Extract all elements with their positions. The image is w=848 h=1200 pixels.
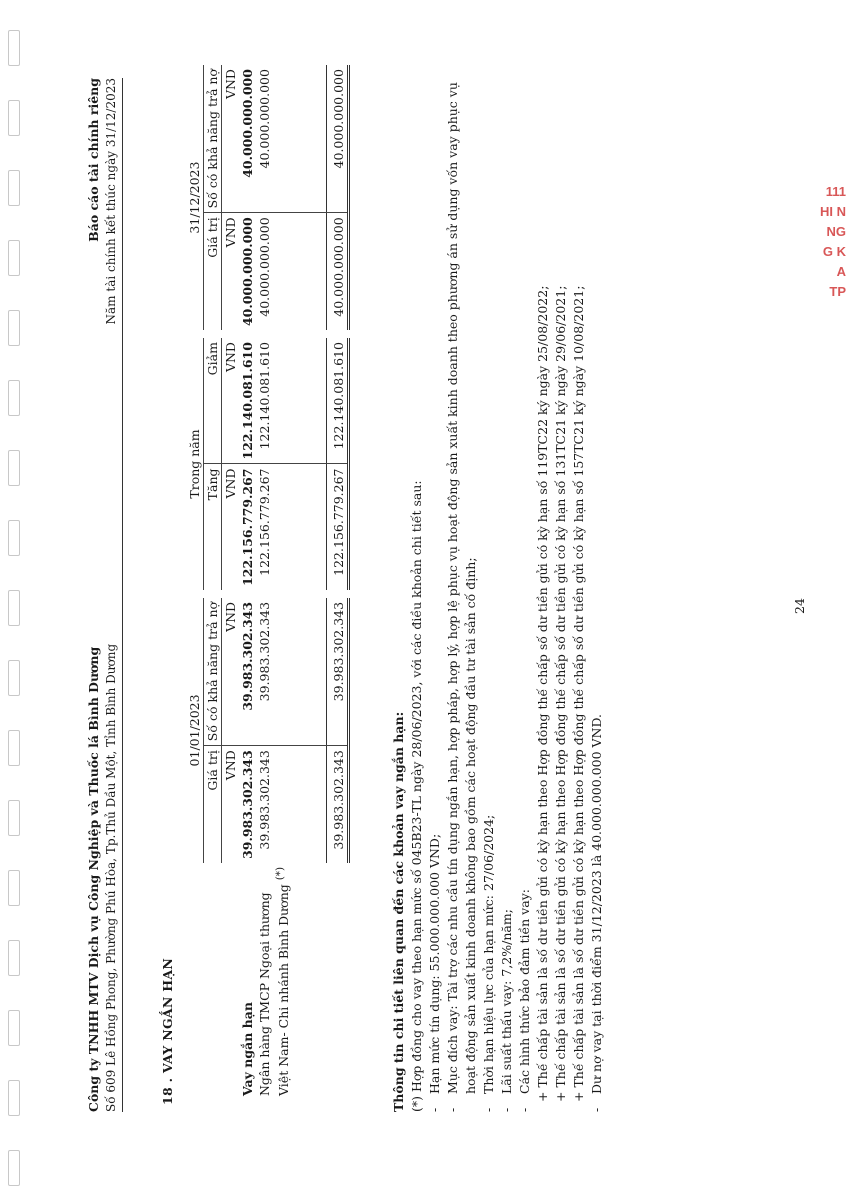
- period-open: 01/01/2023: [186, 598, 204, 863]
- collateral-item: + Thế chấp tài sản là số dư tiền gửi có kỳ hạn theo Hợp đồng thế chấp số dư tiền gửi có kỳ hạn số 157TC21 ký ngày 10/08/2021;: [571, 285, 586, 1102]
- total-value: 39.983.302.343: [326, 746, 348, 863]
- col-value: Giá trị: [204, 746, 222, 863]
- period-year: Trong năm: [186, 338, 204, 590]
- cell-value: 40.000.000.000: [256, 65, 273, 213]
- cell-value: 122.140.081.610: [256, 338, 273, 464]
- short-term-loan-table: [186, 65, 350, 1100]
- cell-value: 122.156.779.267: [240, 468, 255, 586]
- table-header-units: [222, 65, 240, 1100]
- col-repay: Số có khả năng trả nợ: [204, 65, 222, 213]
- table-row: [273, 65, 292, 1100]
- cell-value: 39.983.302.343: [257, 750, 272, 850]
- cell-value: 40.000.000.000: [239, 65, 256, 213]
- table-total-row: [326, 65, 348, 1100]
- cell-value: 39.983.302.343: [256, 598, 273, 746]
- note-text: Lãi suất thấu vay: 7,2%/năm;: [499, 909, 514, 1094]
- cell-value: 39.983.302.343: [239, 598, 256, 746]
- cell-value: 40.000.000.000: [257, 217, 272, 317]
- list-item: [426, 72, 444, 1112]
- report-period: Năm tài chính kết thúc ngày 31/12/2023: [104, 78, 118, 325]
- report-title: Báo cáo tài chính riêng: [86, 78, 101, 242]
- note-text: Mục đích vay: Tài trợ các nhu cầu tín dụng ngắn hạn, hợp pháp, hợp lý, hợp lệ phục vụ hoạt động sản xuất kinh doanh theo phương án sử dụng vốn vay phục vụ hoạt động sản xuất kinh doanh không bao gồm các hoạt động đầu tư tài sản cố định;: [445, 82, 478, 1094]
- company-name: Công ty TNHH MTV Dịch vụ Công Nghiệp và Thuốc lá Bình Dương: [86, 646, 101, 1112]
- stamp-line: HI N: [820, 204, 846, 219]
- stamp-line: NG: [826, 224, 846, 239]
- list-item: [588, 72, 606, 1112]
- col-increase: Tăng: [204, 464, 222, 590]
- unit: VND: [222, 338, 240, 464]
- unit: VND: [222, 598, 240, 746]
- collateral-item: + Thế chấp tài sản là số dư tiền gửi có kỳ hạn theo Hợp đồng thế chấp số dư tiền gửi có kỳ hạn số 131TC21 ký ngày 29/06/2021;: [553, 285, 568, 1102]
- company-address: Số 609 Lê Hồng Phong, Phường Phú Hòa, Tp.Thủ Dầu Một, Tỉnh Bình Dương: [104, 643, 118, 1112]
- bullet: -: [499, 1107, 514, 1112]
- bullet: -: [481, 1107, 496, 1112]
- note-text: Thời hạn hiệu lực của hạn mức: 27/06/2024;: [481, 814, 496, 1094]
- header-rule: [122, 78, 123, 1112]
- table-row: [256, 65, 273, 1100]
- loan-notes: [390, 72, 606, 1112]
- stamp-line: TP: [829, 284, 846, 299]
- unit: VND: [223, 217, 238, 248]
- table-header-period: [186, 65, 204, 1100]
- bullet: -: [589, 1107, 604, 1112]
- page-number: 24: [792, 598, 807, 614]
- table-header-columns: [204, 65, 222, 1100]
- row-label: Ngân hàng TMCP Ngoại thương: [257, 892, 272, 1096]
- stamp-line: A: [836, 264, 846, 279]
- list-item: [498, 72, 516, 1112]
- cell-value: 40.000.000.000: [240, 217, 255, 327]
- note-text: Các hình thức bảo đảm tiền vay:: [517, 889, 532, 1094]
- row-label: [273, 863, 292, 1100]
- unit: VND: [223, 468, 238, 499]
- total-value: 40.000.000.000: [326, 213, 348, 330]
- row-label-line2: Việt Nam- Chi nhánh Bình Dương: [276, 884, 292, 1096]
- bullet: -: [445, 1107, 460, 1112]
- cell-value: 122.140.081.610: [239, 338, 256, 464]
- table-row: [239, 65, 256, 1100]
- period-close: 31/12/2023: [186, 65, 204, 330]
- note-text: Dư nợ vay tại thời điểm 31/12/2023 là 40.000.000.000 VND.: [589, 713, 604, 1094]
- list-item: [444, 72, 480, 1112]
- cell-value: 39.983.302.343: [240, 750, 255, 859]
- collateral-item: + Thế chấp tài sản là số dư tiền gửi có kỳ hạn theo Hợp đồng thế chấp số dư tiền gửi có kỳ hạn số 119TC22 ký ngày 25/08/2022;: [535, 285, 550, 1102]
- bullet: -: [517, 1107, 532, 1112]
- unit: VND: [222, 65, 240, 213]
- notes-heading: Thông tin chi tiết liên quan đến các khoản vay ngắn hạn:: [391, 711, 406, 1112]
- list-item: [480, 72, 498, 1112]
- stamp-line: G K: [822, 244, 846, 259]
- col-decrease: Giảm: [204, 338, 222, 464]
- stamp-line: 111: [825, 184, 846, 199]
- total-value: 39.983.302.343: [326, 598, 348, 746]
- col-value: Giá trị: [204, 213, 222, 330]
- unit: VND: [223, 750, 238, 781]
- total-value: 40.000.000.000: [326, 65, 348, 213]
- notes-intro: (*) Hợp đồng cho vay theo hạn mức số 045B23-TL ngày 28/06/2023, với các điều khoản chi tiết sau:: [409, 480, 424, 1112]
- row-label: Vay ngắn hạn: [240, 1002, 255, 1096]
- cell-value: 122.156.779.267: [257, 468, 272, 576]
- bullet: -: [427, 1107, 442, 1112]
- note-text: Hạn mức tín dụng: 55.000.000.000 VND;: [427, 833, 442, 1094]
- total-value: 122.156.779.267: [326, 464, 348, 590]
- col-repay: Số có khả năng trả nợ: [204, 598, 222, 746]
- list-item: [516, 72, 534, 1112]
- footnote-marker: (*): [274, 866, 286, 881]
- section-title: 18 . VAY NGẮN HẠN: [160, 957, 175, 1105]
- total-value: 122.140.081.610: [326, 338, 348, 464]
